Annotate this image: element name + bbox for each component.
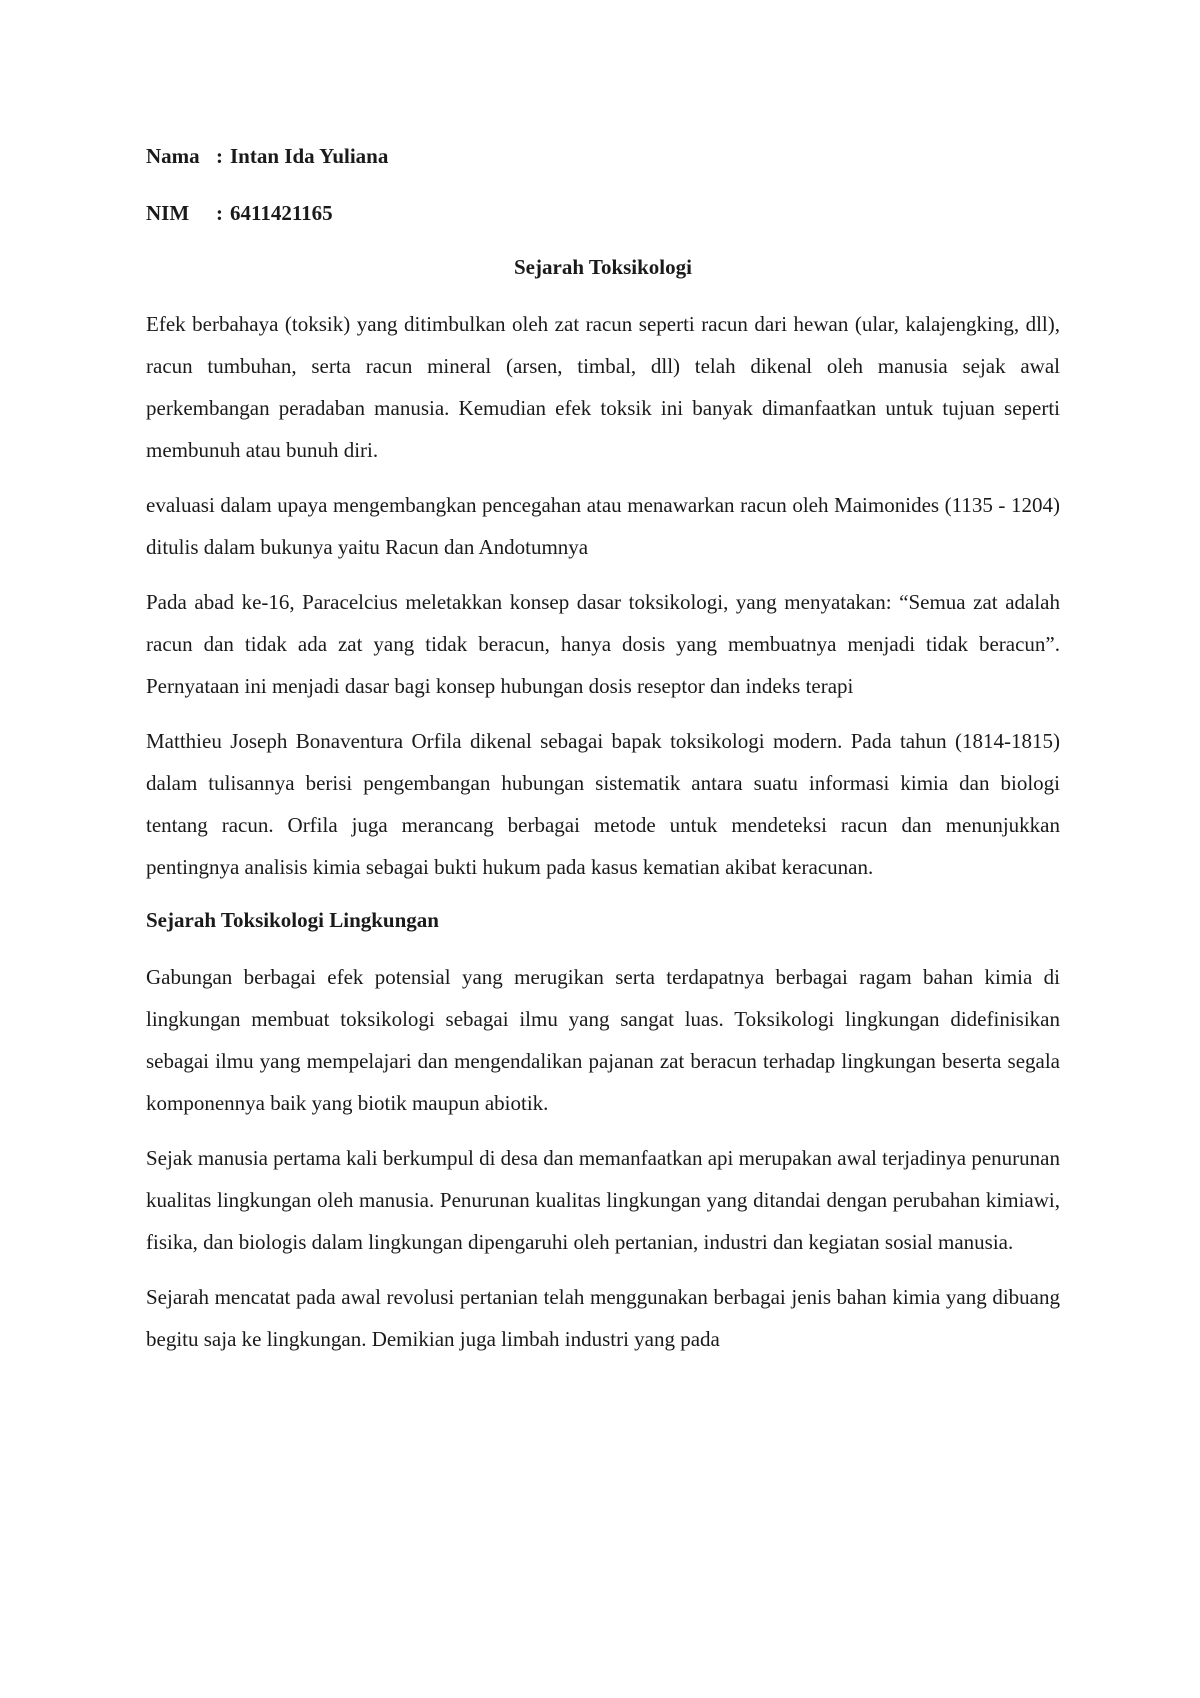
name-label: Nama [146,144,200,168]
nim-value: 6411421165 [230,201,333,225]
paragraph-toxic-effects: Efek berbahaya (toksik) yang ditimbulkan oleh zat racun seperti racun dari hewan (ular, kalajengking, dll), racun tumbuhan, serta racun mineral (arsen, timbal, dll) telah dikenal oleh manusia sejak awal perkembangan peradaban manusia. Kemudian efek toksik ini banyak dimanfaatkan untuk tujuan seperti membunuh atau bunuh diri. [146,312,1060,462]
nim-line [146,197,1060,229]
paragraph-environmental-definition: Gabungan berbagai efek potensial yang merugikan serta terdapatnya berbagai ragam bahan kimia di lingkungan membuat toksikologi sebagai ilmu yang sangat luas. Toksikologi lingkungan didefinisikan sebagai ilmu yang mempelajari dan mengendalikan pajanan zat beracun terhadap lingkungan beserta segala komponennya baik yang biotik maupun abiotik. [146,965,1060,1115]
nim-separator: : [216,201,223,225]
paragraph-agricultural-revolution: Sejarah mencatat pada awal revolusi pertanian telah menggunakan berbagai jenis bahan kimia yang dibuang begitu saja ke lingkungan. Demikian juga limbah industri yang pada [146,1285,1060,1351]
paragraph-environmental-decline: Sejak manusia pertama kali berkumpul di desa dan memanfaatkan api merupakan awal terjadinya penurunan kualitas lingkungan oleh manusia. Penurunan kualitas lingkungan yang ditandai dengan perubahan kimiawi, fisika, dan biologis dalam lingkungan dipengaruhi oleh pertanian, industri dan kegiatan sosial manusia. [146,1146,1060,1254]
paragraph-paracelcius: Pada abad ke-16, Paracelcius meletakkan konsep dasar toksikologi, yang menyatakan: “Semua zat adalah racun dan tidak ada zat yang tidak beracun, hanya dosis yang membuatnya menjadi tidak beracun”. Pernyataan ini menjadi dasar bagi konsep hubungan dosis reseptor dan indeks terapi [146,590,1060,698]
section-heading-environmental: Sejarah Toksikologi Lingkungan [146,908,439,932]
document-title: Sejarah Toksikologi [514,255,692,279]
name-line [146,140,1060,172]
document-page [146,140,1060,1373]
nim-label: NIM [146,201,190,225]
name-value: Intan Ida Yuliana [230,144,389,168]
name-separator: : [216,144,223,168]
paragraph-orfila: Matthieu Joseph Bonaventura Orfila dikenal sebagai bapak toksikologi modern. Pada tahun (1814-1815) dalam tulisannya berisi pengembangan hubungan sistematik antara suatu informasi kimia dan biologi tentang racun. Orfila juga merancang berbagai metode untuk mendeteksi racun dan menunjukkan pentingnya analisis kimia sebagai bukti hukum pada kasus kematian akibat keracunan. [146,729,1060,879]
paragraph-maimonides: evaluasi dalam upaya mengembangkan pencegahan atau menawarkan racun oleh Maimonides (1135 - 1204) ditulis dalam bukunya yaitu Racun dan Andotumnya [146,493,1060,559]
